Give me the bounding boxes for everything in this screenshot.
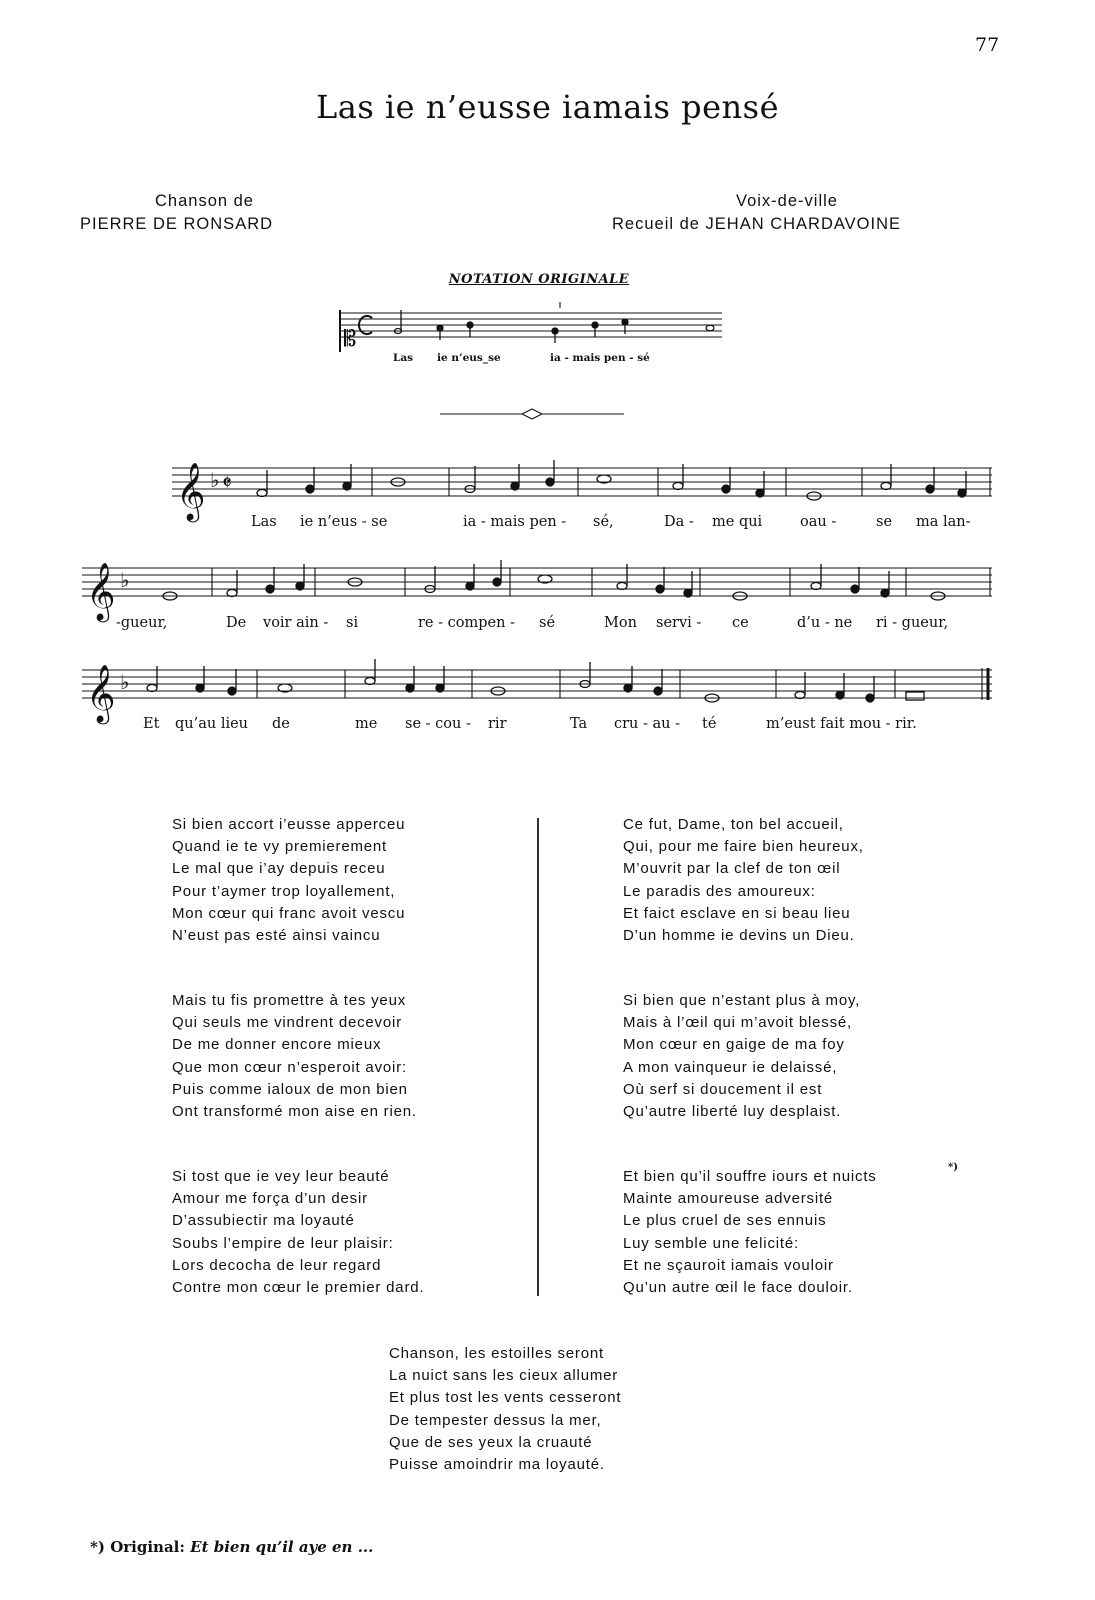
verse-line: Où serf si doucement il est bbox=[623, 1080, 823, 1098]
verse-line: Et ne sçauroit iamais vouloir bbox=[623, 1256, 834, 1274]
poet-credit-line1: Chanson de bbox=[155, 192, 254, 210]
verse-line: Et bien qu’il souffre iours et nuicts bbox=[623, 1168, 877, 1185]
notation-lyric: Las bbox=[393, 352, 414, 364]
lyric-syllable: ri - gueur, bbox=[876, 615, 949, 631]
stanza-left-3 bbox=[172, 1166, 424, 1299]
verse-line: Mainte amoureuse adversité bbox=[623, 1190, 834, 1208]
verse-line: M’ouvrit par la clef de ton œil bbox=[623, 860, 841, 878]
verse-line: Si tost que ie vey leur beauté bbox=[172, 1168, 390, 1185]
verse-line: Puis comme ialoux de mon bien bbox=[172, 1080, 408, 1098]
original-notation-staff bbox=[340, 302, 722, 352]
lyric-syllable: Da - bbox=[664, 514, 694, 530]
lyric-syllable: m’eust fait mou - rir. bbox=[766, 716, 917, 732]
lyric-syllable: voir ain - bbox=[263, 615, 329, 631]
treble-clef-icon: 𝄞 bbox=[86, 664, 116, 722]
verse-line: Pour t’aymer trop loyallement, bbox=[172, 882, 396, 900]
lyric-syllable: d’u - ne bbox=[797, 615, 853, 631]
lyric-syllable: servi - bbox=[656, 615, 702, 631]
lyric-syllable: té bbox=[702, 716, 717, 732]
lyric-syllable: sé bbox=[539, 615, 556, 631]
lyric-syllable: sé, bbox=[593, 514, 614, 530]
verse-line: De me donner encore mieux bbox=[172, 1036, 382, 1054]
ornament-divider bbox=[440, 409, 624, 419]
verse-line: Le paradis des amoureux: bbox=[623, 882, 816, 900]
lyric-syllable: cru - au - bbox=[614, 716, 681, 732]
verse-line: Ont transformé mon aise en rien. bbox=[172, 1103, 417, 1121]
verse-line: Que de ses yeux la cruauté bbox=[389, 1433, 593, 1451]
stanza-left-2 bbox=[172, 990, 417, 1123]
treble-clef-icon: 𝄞 bbox=[176, 462, 206, 520]
footnote bbox=[90, 1538, 373, 1556]
lyric-syllable: re - compen - bbox=[418, 615, 515, 631]
lyric-syllable: ce bbox=[732, 615, 749, 631]
verse-line: La nuict sans les cieux allumer bbox=[389, 1367, 619, 1385]
verse-line: N’eust pas esté ainsi vaincu bbox=[172, 927, 381, 945]
c-clef-icon: 𝄡 bbox=[344, 327, 357, 352]
lyric-syllable: de bbox=[272, 716, 290, 732]
verse-line: Puisse amoindrir ma loyauté. bbox=[389, 1456, 605, 1474]
stanza-left-1 bbox=[172, 814, 405, 947]
footnote-marker: *) bbox=[948, 1162, 958, 1173]
lyric-syllable: ma lan- bbox=[916, 514, 971, 530]
column-divider bbox=[537, 818, 539, 1296]
footnote-label: Original: bbox=[110, 1538, 185, 1556]
verse-line: Si bien que n’estant plus à moy, bbox=[623, 992, 861, 1009]
verse-line: Lors decocha de leur regard bbox=[172, 1256, 382, 1274]
verse-line: Mon cœur en gaige de ma foy bbox=[623, 1036, 845, 1054]
verse-line: Chanson, les estoilles seront bbox=[389, 1345, 604, 1362]
poet-name: PIERRE DE RONSARD bbox=[80, 215, 274, 233]
lyric-syllable: -gueur, bbox=[116, 615, 168, 631]
verse-line: D’un homme ie devins un Dieu. bbox=[623, 927, 855, 945]
flat-icon: ♭ bbox=[120, 568, 130, 592]
lyric-syllable: ie n’eus - se bbox=[300, 514, 388, 530]
notation-lyric: ie n’eus_se bbox=[437, 352, 501, 364]
verse-line: Le mal que i’ay depuis receu bbox=[172, 860, 386, 878]
verse-line: Et plus tost les vents cesseront bbox=[389, 1389, 622, 1407]
verse-line: Amour me força d’un desir bbox=[172, 1190, 368, 1208]
music-notes bbox=[147, 310, 966, 702]
verse-line: Qu’autre liberté luy desplaist. bbox=[623, 1103, 842, 1121]
stanza-envoi bbox=[389, 1343, 621, 1476]
flat-icon: ♭ bbox=[210, 468, 220, 492]
lyric-syllable: Mon bbox=[604, 615, 637, 631]
verse-line: Et faict esclave en si beau lieu bbox=[623, 904, 851, 922]
verse-line: De tempester dessus la mer, bbox=[389, 1411, 602, 1429]
verse-line: Que mon cœur n’esperoit avoir: bbox=[172, 1058, 407, 1076]
original-notation-notes bbox=[395, 310, 715, 343]
verse-line: Contre mon cœur le premier dard. bbox=[172, 1279, 425, 1297]
stanza-right-1 bbox=[623, 814, 864, 947]
source-collection: Recueil de JEHAN CHARDAVOINE bbox=[612, 215, 902, 233]
treble-clef-icon: 𝄞 bbox=[86, 562, 116, 620]
stanza-right-2 bbox=[623, 990, 860, 1123]
lyric-syllable: se bbox=[876, 514, 893, 530]
verse-line: Le plus cruel de ses ennuis bbox=[623, 1212, 827, 1230]
flat-icon: ♭ bbox=[120, 670, 130, 694]
lyric-syllable: Las bbox=[251, 514, 277, 530]
lyric-syllable: ia - mais pen - bbox=[463, 514, 567, 530]
notation-lyric: ia - mais pen - sé bbox=[550, 352, 650, 364]
verse-line: Mon cœur qui franc avoit vescu bbox=[172, 904, 406, 922]
verse-line: Qui seuls me vindrent decevoir bbox=[172, 1014, 402, 1032]
lyric-syllable: qu’au lieu bbox=[175, 716, 249, 732]
footnote-text: Et bien qu’il aye en ... bbox=[190, 1538, 374, 1556]
verse-line: Soubs l’empire de leur plaisir: bbox=[172, 1234, 394, 1252]
lyric-syllable: rir bbox=[488, 716, 507, 732]
verse-line: Qui, pour me faire bien heureux, bbox=[623, 838, 864, 856]
song-title: Las ie n’eusse iamais pensé bbox=[316, 88, 779, 126]
lyric-syllable: Et bbox=[143, 716, 160, 732]
verse-line: Mais à l’œil qui m’avoit blessé, bbox=[623, 1014, 852, 1032]
lyric-syllable: Ta bbox=[570, 716, 588, 732]
notation-caption: NOTATION ORIGINALE bbox=[448, 272, 630, 287]
verse-line: Luy semble une felicité: bbox=[623, 1234, 799, 1252]
lyric-syllable: oau - bbox=[800, 514, 837, 530]
verse-line: D’assubiectir ma loyauté bbox=[172, 1212, 355, 1230]
cut-time-icon: 𝄵 bbox=[222, 471, 232, 496]
lyric-syllable: De bbox=[226, 615, 247, 631]
verse-line: Qu’un autre œil le face douloir. bbox=[623, 1279, 853, 1297]
staff-system-3 bbox=[82, 668, 992, 700]
footnote-marker: *) bbox=[90, 1538, 105, 1556]
page-number: 77 bbox=[975, 34, 1000, 56]
verse-line: Mais tu fis promettre à tes yeux bbox=[172, 992, 407, 1009]
verse-line: Si bien accort i’eusse apperceu bbox=[172, 816, 406, 833]
verse-line: Quand ie te vy premierement bbox=[172, 838, 388, 856]
lyric-syllable: si bbox=[346, 615, 359, 631]
lyric-syllable: me bbox=[355, 716, 378, 732]
lyric-syllable: me qui bbox=[712, 514, 763, 530]
staff-system-1 bbox=[172, 468, 992, 496]
source-genre: Voix-de-ville bbox=[736, 192, 838, 210]
music-score bbox=[0, 0, 1095, 760]
verse-line: Ce fut, Dame, ton bel accueil, bbox=[623, 816, 844, 833]
stanza-right-3 bbox=[623, 1166, 877, 1299]
lyric-syllable: se - cou - bbox=[405, 716, 471, 732]
verse-line: A mon vainqueur ie delaissé, bbox=[623, 1058, 838, 1076]
